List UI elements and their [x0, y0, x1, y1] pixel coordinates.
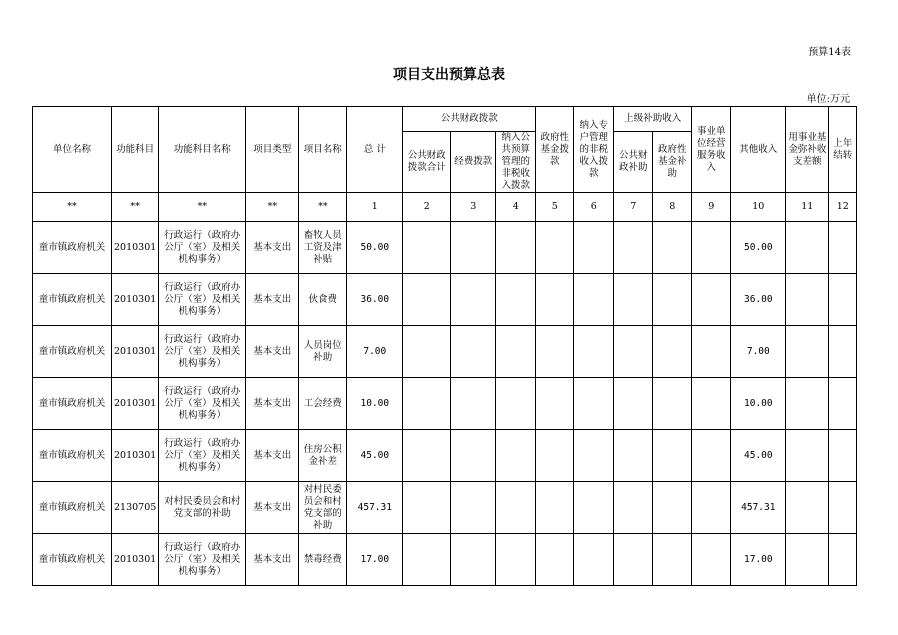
- index-cell: 12: [829, 193, 857, 222]
- empty-cell: [574, 326, 614, 378]
- empty-cell: [403, 378, 451, 430]
- func-name-cell: 行政运行（政府办公厅（室）及相关机构事务）: [159, 274, 246, 326]
- header-superior-public: 公共财政补助: [614, 132, 653, 193]
- empty-cell: [829, 534, 857, 586]
- index-cell: 11: [786, 193, 829, 222]
- empty-cell: [403, 430, 451, 482]
- empty-cell: [496, 274, 536, 326]
- empty-cell: [653, 482, 692, 534]
- header-non-tax-public: 纳入公共预算管理的非税收入拨款: [496, 132, 536, 193]
- index-cell: **: [299, 193, 347, 222]
- empty-cell: [653, 326, 692, 378]
- empty-cell: [403, 274, 451, 326]
- header-non-tax-special: 纳入专户管理的非税收入拨款: [574, 107, 614, 193]
- empty-cell: [574, 430, 614, 482]
- header-funds: 经费拨款: [451, 132, 496, 193]
- table-row: [33, 534, 857, 586]
- empty-cell: [496, 430, 536, 482]
- empty-cell: [653, 378, 692, 430]
- unit-cell: 童市镇政府机关: [33, 482, 112, 534]
- total-cell: 457.31: [347, 482, 403, 534]
- proj-type-cell: 基本支出: [246, 430, 299, 482]
- proj-type-cell: 基本支出: [246, 482, 299, 534]
- unit-cell: 童市镇政府机关: [33, 222, 112, 274]
- empty-cell: [786, 274, 829, 326]
- unit-cell: 童市镇政府机关: [33, 534, 112, 586]
- index-cell: 6: [574, 193, 614, 222]
- empty-cell: [829, 222, 857, 274]
- empty-cell: [786, 482, 829, 534]
- proj-type-cell: 基本支出: [246, 222, 299, 274]
- func-name-cell: 行政运行（政府办公厅（室）及相关机构事务）: [159, 534, 246, 586]
- empty-cell: [614, 430, 653, 482]
- empty-cell: [653, 430, 692, 482]
- func-code-cell: 2130705: [112, 482, 159, 534]
- other-income-cell: 17.00: [731, 534, 786, 586]
- header-business: 事业单位经营服务收入: [692, 107, 731, 193]
- empty-cell: [403, 534, 451, 586]
- empty-cell: [614, 482, 653, 534]
- func-code-cell: 2010301: [112, 274, 159, 326]
- proj-type-cell: 基本支出: [246, 326, 299, 378]
- index-cell: 1: [347, 193, 403, 222]
- proj-type-cell: 基本支出: [246, 274, 299, 326]
- index-cell: 7: [614, 193, 653, 222]
- total-cell: 36.00: [347, 274, 403, 326]
- unit-cell: 童市镇政府机关: [33, 378, 112, 430]
- empty-cell: [496, 326, 536, 378]
- func-name-cell: 行政运行（政府办公厅（室）及相关机构事务）: [159, 222, 246, 274]
- index-cell: **: [112, 193, 159, 222]
- empty-cell: [536, 534, 574, 586]
- table-row: [33, 378, 857, 430]
- empty-cell: [829, 378, 857, 430]
- empty-cell: [786, 326, 829, 378]
- empty-cell: [451, 430, 496, 482]
- empty-cell: [536, 482, 574, 534]
- empty-cell: [574, 482, 614, 534]
- empty-cell: [451, 274, 496, 326]
- empty-cell: [786, 430, 829, 482]
- data-rows: [33, 222, 857, 586]
- proj-name-cell: 人员岗位补助: [299, 326, 347, 378]
- header-proj-name: 项目名称: [299, 107, 347, 193]
- empty-cell: [403, 222, 451, 274]
- header-public-fin: 公共财政拨款: [403, 107, 536, 132]
- header-superior-gov: 政府性基金补助: [653, 132, 692, 193]
- func-name-cell: 行政运行（政府办公厅（室）及相关机构事务）: [159, 326, 246, 378]
- total-cell: 45.00: [347, 430, 403, 482]
- unit-cell: 童市镇政府机关: [33, 326, 112, 378]
- header-unit-name: 单位名称: [33, 107, 112, 193]
- proj-name-cell: 畜牧人员工资及津补贴: [299, 222, 347, 274]
- empty-cell: [786, 222, 829, 274]
- header-func-code: 功能科目: [112, 107, 159, 193]
- other-income-cell: 36.00: [731, 274, 786, 326]
- empty-cell: [496, 378, 536, 430]
- empty-cell: [614, 274, 653, 326]
- empty-cell: [614, 378, 653, 430]
- empty-cell: [692, 326, 731, 378]
- empty-cell: [614, 534, 653, 586]
- header-proj-type: 项目类型: [246, 107, 299, 193]
- empty-cell: [786, 378, 829, 430]
- empty-cell: [574, 378, 614, 430]
- empty-cell: [692, 222, 731, 274]
- unit-cell: 童市镇政府机关: [33, 274, 112, 326]
- empty-cell: [403, 482, 451, 534]
- table-row: [33, 430, 857, 482]
- empty-cell: [451, 534, 496, 586]
- header-row-1: [33, 107, 857, 132]
- empty-cell: [829, 482, 857, 534]
- empty-cell: [692, 274, 731, 326]
- proj-name-cell: 工会经费: [299, 378, 347, 430]
- empty-cell: [536, 378, 574, 430]
- index-cell: 8: [653, 193, 692, 222]
- header-total: 总 计: [347, 107, 403, 193]
- empty-cell: [496, 482, 536, 534]
- empty-cell: [692, 534, 731, 586]
- func-name-cell: 行政运行（政府办公厅（室）及相关机构事务）: [159, 430, 246, 482]
- empty-cell: [451, 378, 496, 430]
- proj-type-cell: 基本支出: [246, 534, 299, 586]
- header-fund-supplement: 用事业基金弥补收支差额: [786, 107, 829, 193]
- index-cell: **: [246, 193, 299, 222]
- empty-cell: [536, 326, 574, 378]
- empty-cell: [536, 222, 574, 274]
- proj-type-cell: 基本支出: [246, 378, 299, 430]
- func-code-cell: 2010301: [112, 534, 159, 586]
- index-cell: 3: [451, 193, 496, 222]
- budget-table: [32, 106, 857, 586]
- page-title: 项目支出预算总表: [393, 67, 505, 83]
- header-carryover: 上年结转: [829, 107, 857, 193]
- total-cell: 17.00: [347, 534, 403, 586]
- other-income-cell: 10.00: [731, 378, 786, 430]
- empty-cell: [614, 326, 653, 378]
- empty-cell: [574, 222, 614, 274]
- index-cell: **: [159, 193, 246, 222]
- index-cell: 4: [496, 193, 536, 222]
- other-income-cell: 7.00: [731, 326, 786, 378]
- empty-cell: [692, 430, 731, 482]
- empty-cell: [403, 326, 451, 378]
- total-cell: 50.00: [347, 222, 403, 274]
- other-income-cell: 45.00: [731, 430, 786, 482]
- empty-cell: [653, 274, 692, 326]
- empty-cell: [614, 222, 653, 274]
- other-income-cell: 50.00: [731, 222, 786, 274]
- empty-cell: [653, 534, 692, 586]
- page-tag: 预算14表: [808, 47, 851, 58]
- empty-cell: [829, 326, 857, 378]
- table-row: [33, 222, 857, 274]
- empty-cell: [692, 378, 731, 430]
- header-superior: 上级补助收入: [614, 107, 692, 132]
- index-cell: **: [33, 193, 112, 222]
- unit-label: 单位:万元: [806, 94, 850, 105]
- empty-cell: [786, 534, 829, 586]
- proj-name-cell: 伙食费: [299, 274, 347, 326]
- empty-cell: [653, 222, 692, 274]
- header-public-fin-sum: 公共财政拨款合计: [403, 132, 451, 193]
- header-func-name: 功能科目名称: [159, 107, 246, 193]
- empty-cell: [451, 326, 496, 378]
- table-row: [33, 482, 857, 534]
- func-code-cell: 2010301: [112, 430, 159, 482]
- table-row: [33, 326, 857, 378]
- empty-cell: [451, 482, 496, 534]
- total-cell: 10.00: [347, 378, 403, 430]
- index-cell: 9: [692, 193, 731, 222]
- index-cell: 5: [536, 193, 574, 222]
- empty-cell: [536, 430, 574, 482]
- other-income-cell: 457.31: [731, 482, 786, 534]
- index-cell: 2: [403, 193, 451, 222]
- empty-cell: [692, 482, 731, 534]
- header-gov-fund: 政府性基金拨款: [536, 107, 574, 193]
- empty-cell: [829, 274, 857, 326]
- empty-cell: [829, 430, 857, 482]
- func-code-cell: 2010301: [112, 326, 159, 378]
- empty-cell: [536, 274, 574, 326]
- unit-cell: 童市镇政府机关: [33, 430, 112, 482]
- header-other-income: 其他收入: [731, 107, 786, 193]
- func-name-cell: 行政运行（政府办公厅（室）及相关机构事务）: [159, 378, 246, 430]
- empty-cell: [451, 222, 496, 274]
- empty-cell: [574, 534, 614, 586]
- proj-name-cell: 住房公积金补差: [299, 430, 347, 482]
- func-name-cell: 对村民委员会和村党支部的补助: [159, 482, 246, 534]
- func-code-cell: 2010301: [112, 378, 159, 430]
- empty-cell: [574, 274, 614, 326]
- total-cell: 7.00: [347, 326, 403, 378]
- proj-name-cell: 禁毒经费: [299, 534, 347, 586]
- index-cell: 10: [731, 193, 786, 222]
- proj-name-cell: 对村民委员会和村党支部的补助: [299, 482, 347, 534]
- func-code-cell: 2010301: [112, 222, 159, 274]
- empty-cell: [496, 534, 536, 586]
- index-row: [33, 193, 857, 222]
- empty-cell: [496, 222, 536, 274]
- table-row: [33, 274, 857, 326]
